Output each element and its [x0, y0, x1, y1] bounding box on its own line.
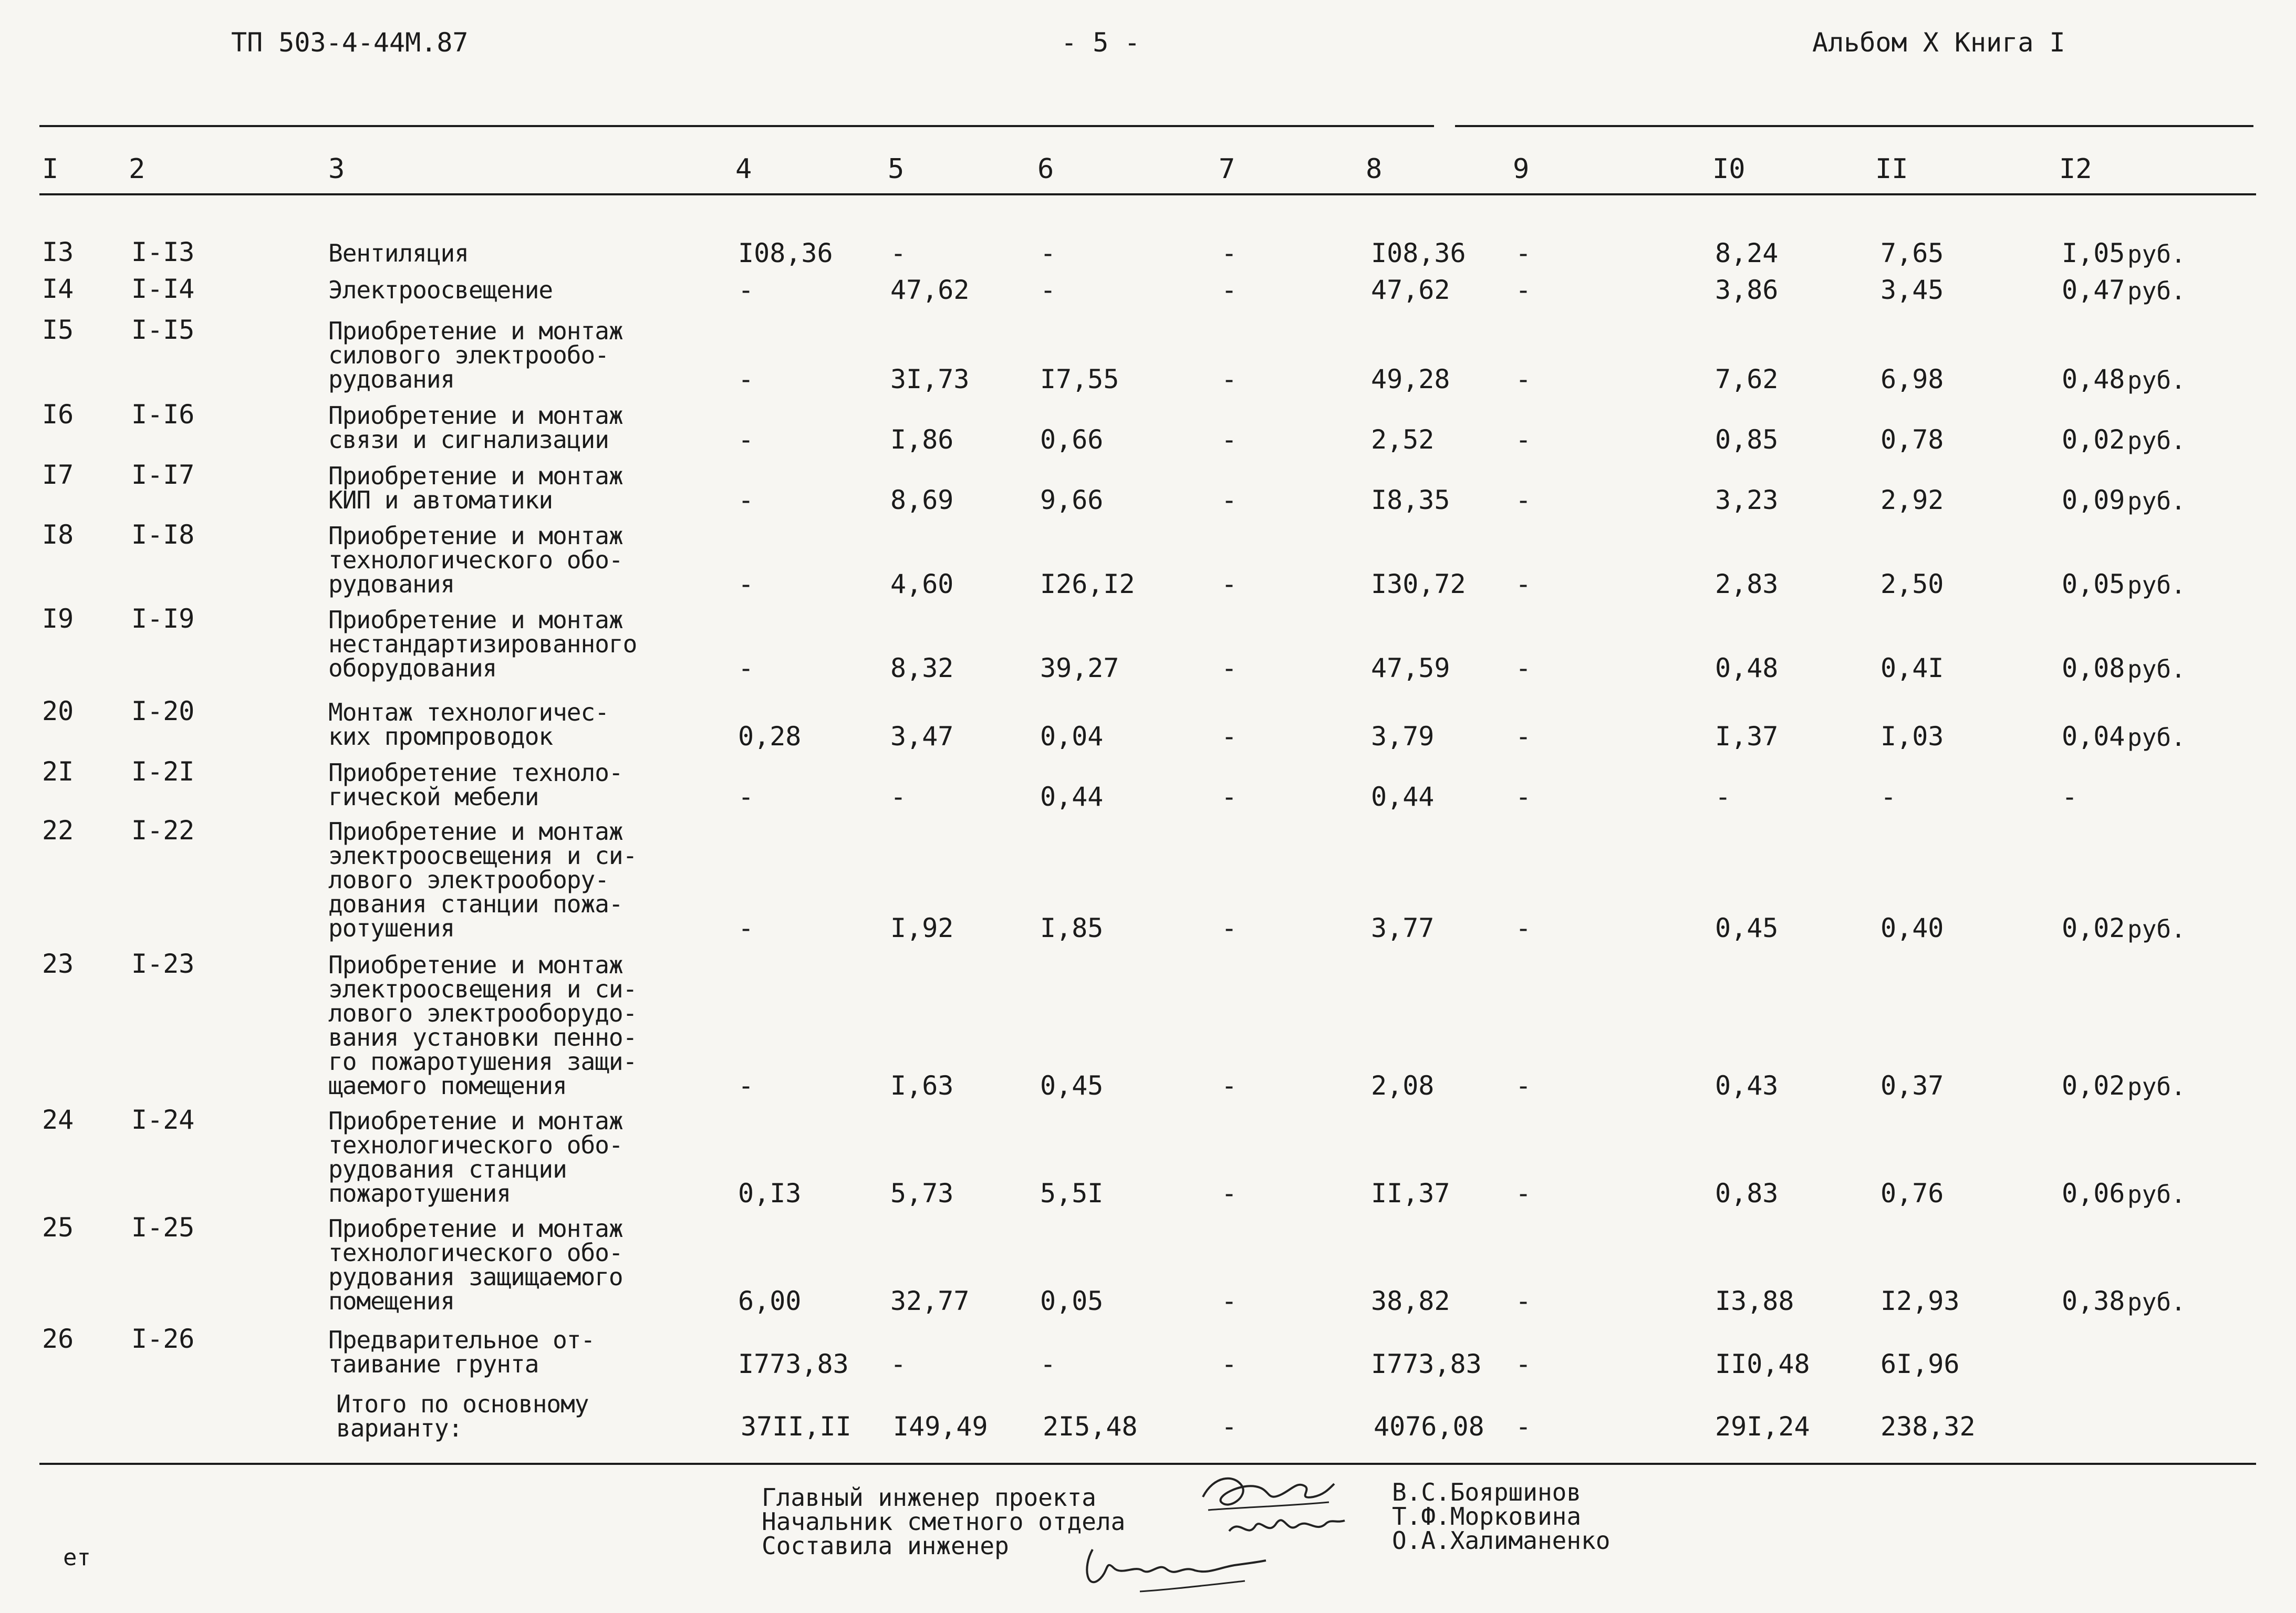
value-col-10: 7,62 — [1715, 364, 1779, 394]
value-col-11: 0,4I — [1881, 653, 1944, 683]
total-c9: - — [1515, 1411, 1532, 1442]
unit-label: руб. — [2127, 915, 2186, 943]
value-col-5: 4,60 — [890, 569, 954, 599]
value-col-8: 2,52 — [1371, 424, 1435, 455]
position-code: I-I8 — [131, 519, 195, 550]
value-col-12: 0,02 — [2062, 424, 2125, 455]
value-col-5: 3I,73 — [890, 364, 970, 394]
value-col-10: 0,83 — [1715, 1178, 1779, 1209]
row-description: Приобретение и монтаж связи и сигнализации — [328, 401, 623, 454]
value-col-10: 0,43 — [1715, 1070, 1779, 1101]
value-col-8: 3,79 — [1371, 721, 1435, 752]
column-header: I — [42, 153, 59, 185]
value-col-4: - — [738, 364, 754, 394]
column-header: 6 — [1037, 153, 1054, 185]
value-col-8: 47,59 — [1371, 653, 1450, 683]
total-c10: 29I,24 — [1715, 1411, 1810, 1442]
value-col-12: 0,09 — [2062, 485, 2125, 515]
value-col-12: 0,06 — [2062, 1178, 2125, 1209]
value-col-11: 0,37 — [1881, 1070, 1944, 1101]
value-col-7: - — [1221, 1178, 1238, 1209]
value-col-4: - — [738, 485, 754, 515]
value-col-6: I,85 — [1040, 913, 1104, 943]
value-col-8: 38,82 — [1371, 1286, 1450, 1316]
column-header: 2 — [129, 153, 146, 185]
unit-label: руб. — [2127, 240, 2186, 268]
top-rule-left — [39, 125, 1434, 127]
value-col-5: 8,69 — [890, 485, 954, 515]
unit-label: руб. — [2127, 655, 2186, 683]
row-number: I9 — [42, 603, 74, 634]
value-col-10: I,37 — [1715, 721, 1779, 752]
value-col-6: 0,44 — [1040, 782, 1104, 812]
value-col-8: 2,08 — [1371, 1070, 1435, 1101]
value-col-12: 0,08 — [2062, 653, 2125, 683]
value-col-10: II0,48 — [1715, 1349, 1810, 1379]
unit-label: руб. — [2127, 1073, 2186, 1101]
row-description: Приобретение и монтаж технологического обо- рудования защищаемого помещения — [328, 1214, 623, 1315]
value-col-7: - — [1221, 569, 1238, 599]
value-col-7: - — [1221, 238, 1238, 268]
signature-names: В.С.Бояршинов Т.Ф.Морковина О.А.Халиманенко — [1392, 1478, 1611, 1555]
row-description: Приобретение и монтаж технологического обо- рудования — [328, 522, 623, 598]
value-col-11: 6,98 — [1881, 364, 1944, 394]
total-c8: 4076,08 — [1374, 1411, 1484, 1442]
column-header: I2 — [2059, 153, 2092, 185]
top-rule-right — [1455, 125, 2253, 127]
value-col-9: - — [1515, 1349, 1532, 1379]
total-c7: - — [1221, 1411, 1238, 1442]
value-col-9: - — [1515, 782, 1532, 812]
position-code: I-I3 — [131, 237, 195, 267]
row-number: I4 — [42, 274, 74, 304]
value-col-4: 6,00 — [738, 1286, 802, 1316]
column-header: 9 — [1513, 153, 1530, 185]
value-col-7: - — [1221, 913, 1238, 943]
row-number: I6 — [42, 399, 74, 430]
value-col-10: I3,88 — [1715, 1286, 1794, 1316]
value-col-4: - — [738, 569, 754, 599]
total-c11: 238,32 — [1881, 1411, 1976, 1442]
column-header-rule — [39, 193, 2256, 195]
column-header: 4 — [735, 153, 752, 185]
value-col-9: - — [1515, 275, 1532, 305]
total-description: Итого по основному варианту: — [336, 1390, 589, 1442]
value-col-11: I,03 — [1881, 721, 1944, 752]
total-c4: 37II,II — [741, 1411, 851, 1442]
value-col-11: 3,45 — [1881, 275, 1944, 305]
position-code: I-26 — [131, 1324, 195, 1354]
column-header: II — [1875, 153, 1908, 185]
unit-label: руб. — [2127, 723, 2186, 752]
row-description: Приобретение и монтаж электроосвещения и си- лового электрооборудо- вания установки пенно- го пожаротушения защи- щаемого помещения — [328, 951, 637, 1100]
unit-label: руб. — [2127, 1288, 2186, 1316]
bottom-rule — [39, 1463, 2256, 1465]
row-description: Монтаж технологичес- ких промпроводок — [328, 698, 609, 751]
row-description: Приобретение и монтаж технологического обо- рудования станции пожаротушения — [328, 1107, 623, 1208]
value-col-4: I773,83 — [738, 1349, 849, 1379]
value-col-8: 49,28 — [1371, 364, 1450, 394]
value-col-6: I26,I2 — [1040, 569, 1135, 599]
value-col-12: 0,05 — [2062, 569, 2125, 599]
value-col-4: - — [738, 275, 754, 305]
value-col-10: 3,86 — [1715, 275, 1779, 305]
value-col-4: - — [738, 782, 754, 812]
value-col-10: 0,85 — [1715, 424, 1779, 455]
value-col-9: - — [1515, 238, 1532, 268]
value-col-9: - — [1515, 569, 1532, 599]
value-col-5: 8,32 — [890, 653, 954, 683]
document-code: ТП 503-4-44М.87 — [231, 27, 469, 58]
value-col-4: - — [738, 653, 754, 683]
position-code: I-I4 — [131, 274, 195, 304]
value-col-11: 2,92 — [1881, 485, 1944, 515]
column-header: 7 — [1219, 153, 1235, 185]
position-code: I-I5 — [131, 315, 195, 345]
value-col-12: 0,38 — [2062, 1286, 2125, 1316]
page-number: - 5 - — [1061, 27, 1140, 58]
value-col-5: 32,77 — [890, 1286, 970, 1316]
row-number: 25 — [42, 1212, 74, 1243]
row-number: 22 — [42, 815, 74, 846]
value-col-5: 5,73 — [890, 1178, 954, 1209]
signature-roles: Главный инженер проекта Начальник сметного отдела Составила инженер — [762, 1483, 1126, 1560]
value-col-6: 0,66 — [1040, 424, 1104, 455]
position-code: I-22 — [131, 815, 195, 846]
column-header: 8 — [1366, 153, 1383, 185]
value-col-5: 3,47 — [890, 721, 954, 752]
position-code: I-23 — [131, 949, 195, 979]
row-number: I3 — [42, 237, 74, 267]
value-col-5: - — [890, 1349, 907, 1379]
position-code: I-25 — [131, 1212, 195, 1243]
value-col-7: - — [1221, 424, 1238, 455]
value-col-6: 0,04 — [1040, 721, 1104, 752]
row-number: I7 — [42, 460, 74, 490]
value-col-11: 6I,96 — [1881, 1349, 1960, 1379]
row-description: Приобретение и монтаж силового электрообо- рудования — [328, 317, 623, 393]
value-col-9: - — [1515, 913, 1532, 943]
value-col-10: - — [1715, 782, 1731, 812]
value-col-12: 0,48 — [2062, 364, 2125, 394]
value-col-10: 3,23 — [1715, 485, 1779, 515]
row-description: Приобретение и монтаж нестандартизированного оборудования — [328, 606, 637, 682]
value-col-9: - — [1515, 364, 1532, 394]
value-col-5: I,86 — [890, 424, 954, 455]
total-c5: I49,49 — [893, 1411, 988, 1442]
value-col-8: 0,44 — [1371, 782, 1435, 812]
value-col-12: 0,02 — [2062, 913, 2125, 943]
value-col-7: - — [1221, 1349, 1238, 1379]
column-header: 5 — [888, 153, 905, 185]
value-col-4: 0,28 — [738, 721, 802, 752]
value-col-5: I,92 — [890, 913, 954, 943]
row-number: 24 — [42, 1105, 74, 1135]
value-col-12: 0,47 — [2062, 275, 2125, 305]
row-number: I5 — [42, 315, 74, 345]
value-col-10: 0,48 — [1715, 653, 1779, 683]
value-col-7: - — [1221, 653, 1238, 683]
column-header: I0 — [1712, 153, 1746, 185]
row-number: 23 — [42, 949, 74, 979]
album-book-label: Альбом X Книга I — [1812, 27, 2065, 58]
value-col-7: - — [1221, 721, 1238, 752]
value-col-7: - — [1221, 364, 1238, 394]
value-col-8: I773,83 — [1371, 1349, 1482, 1379]
unit-label: руб. — [2127, 426, 2186, 455]
value-col-7: - — [1221, 1286, 1238, 1316]
value-col-11: 7,65 — [1881, 238, 1944, 268]
value-col-12: 0,02 — [2062, 1070, 2125, 1101]
value-col-11: - — [1881, 782, 1897, 812]
value-col-10: 2,83 — [1715, 569, 1779, 599]
value-col-11: 0,78 — [1881, 424, 1944, 455]
value-col-11: I2,93 — [1881, 1286, 1960, 1316]
position-code: I-I9 — [131, 603, 195, 634]
value-col-6: 9,66 — [1040, 485, 1104, 515]
unit-label: руб. — [2127, 366, 2186, 394]
position-code: I-I7 — [131, 460, 195, 490]
row-number: 2I — [42, 756, 74, 787]
value-col-8: 3,77 — [1371, 913, 1435, 943]
value-col-4: - — [738, 424, 754, 455]
row-description: Электроосвещение — [328, 276, 553, 304]
value-col-8: I30,72 — [1371, 569, 1466, 599]
handwritten-signature-2 — [1224, 1507, 1350, 1544]
value-col-11: 0,76 — [1881, 1178, 1944, 1209]
value-col-4: I08,36 — [738, 238, 833, 268]
row-description: Предварительное от- таивание грунта — [328, 1326, 595, 1378]
value-col-6: - — [1040, 1349, 1056, 1379]
value-col-8: I8,35 — [1371, 485, 1450, 515]
row-description: Вентиляция — [328, 239, 469, 267]
position-code: I-2I — [131, 756, 195, 787]
total-c6: 2I5,48 — [1043, 1411, 1138, 1442]
position-code: I-24 — [131, 1105, 195, 1135]
value-col-12: 0,04 — [2062, 721, 2125, 752]
value-col-10: 0,45 — [1715, 913, 1779, 943]
value-col-10: 8,24 — [1715, 238, 1779, 268]
row-description: Приобретение и монтаж КИП и автоматики — [328, 462, 623, 514]
value-col-9: - — [1515, 1286, 1532, 1316]
value-col-9: - — [1515, 721, 1532, 752]
value-col-5: - — [890, 782, 907, 812]
value-col-7: - — [1221, 485, 1238, 515]
value-col-9: - — [1515, 424, 1532, 455]
value-col-4: - — [738, 1070, 754, 1101]
value-col-12: - — [2062, 782, 2078, 812]
unit-label: руб. — [2127, 277, 2186, 305]
value-col-7: - — [1221, 275, 1238, 305]
value-col-6: 0,05 — [1040, 1286, 1104, 1316]
value-col-9: - — [1515, 1178, 1532, 1209]
value-col-5: 47,62 — [890, 275, 970, 305]
row-description: Приобретение техноло- гической мебели — [328, 758, 623, 811]
value-col-6: 5,5I — [1040, 1178, 1104, 1209]
value-col-11: 2,50 — [1881, 569, 1944, 599]
value-col-9: - — [1515, 485, 1532, 515]
corner-note: ет — [63, 1544, 91, 1571]
value-col-7: - — [1221, 782, 1238, 812]
row-description: Приобретение и монтаж электроосвещения и си- лового электрообору- дования станции пожа- ротушения — [328, 817, 637, 942]
value-col-5: - — [890, 238, 907, 268]
row-number: 26 — [42, 1324, 74, 1354]
value-col-11: 0,40 — [1881, 913, 1944, 943]
value-col-6: 39,27 — [1040, 653, 1119, 683]
handwritten-signature-3 — [1077, 1542, 1287, 1599]
value-col-6: - — [1040, 275, 1056, 305]
value-col-9: - — [1515, 653, 1532, 683]
value-col-4: 0,I3 — [738, 1178, 802, 1209]
value-col-8: II,37 — [1371, 1178, 1450, 1209]
value-col-12: I,05 — [2062, 238, 2125, 268]
value-col-4: - — [738, 913, 754, 943]
value-col-6: I7,55 — [1040, 364, 1119, 394]
unit-label: руб. — [2127, 571, 2186, 599]
value-col-6: - — [1040, 238, 1056, 268]
value-col-8: 47,62 — [1371, 275, 1450, 305]
position-code: I-I6 — [131, 399, 195, 430]
value-col-5: I,63 — [890, 1070, 954, 1101]
unit-label: руб. — [2127, 1180, 2186, 1209]
value-col-8: I08,36 — [1371, 238, 1466, 268]
column-header: 3 — [328, 153, 345, 185]
unit-label: руб. — [2127, 487, 2186, 515]
row-number: 20 — [42, 696, 74, 726]
value-col-9: - — [1515, 1070, 1532, 1101]
position-code: I-20 — [131, 696, 195, 726]
value-col-7: - — [1221, 1070, 1238, 1101]
value-col-6: 0,45 — [1040, 1070, 1104, 1101]
row-number: I8 — [42, 519, 74, 550]
